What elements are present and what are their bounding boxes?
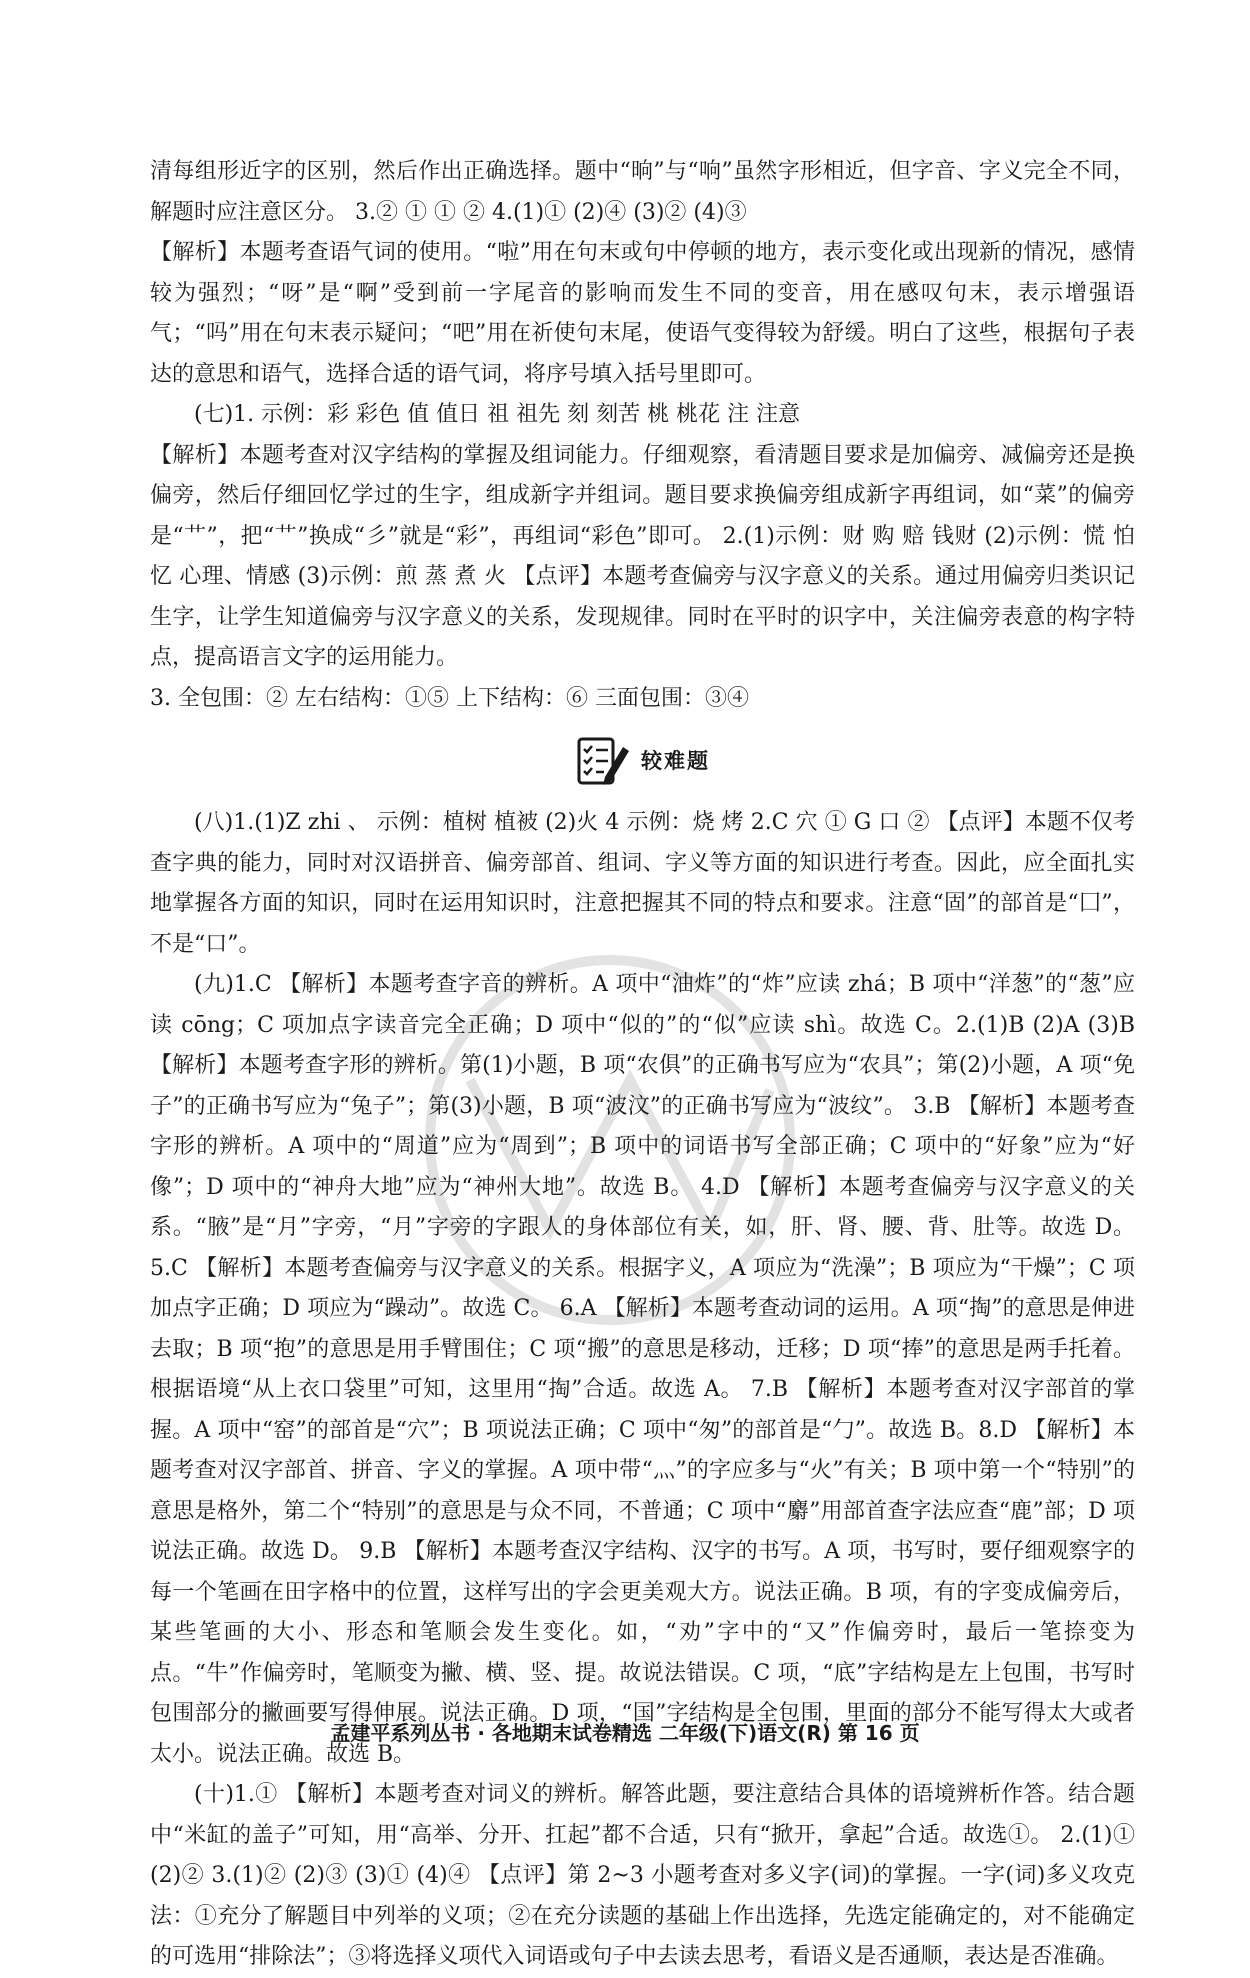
section-banner: [150, 723, 1135, 799]
answer-content: [150, 152, 1135, 1978]
paragraph: 3. 全包围：② 左右结构：①⑤ 上下结构：⑥ 三面包围：③④: [150, 685, 749, 711]
paragraph: (十)1.① 【解析】本题考查对词义的辨析。解答此题，要注意结合具体的语境辨析作答。结合题中“米缸的盖子”可知，用“高举、分开、扛起”都不合适，只有“掀开，拿起”合适。故选①。 2.(1)① (2)② 3.(1)② (2)③ (3)① (4)④ 【点评】第 2~3 小题考查对多义字(词)的掌握。一字(词)多义攻克法：①充分了解题目中列举的义项；②在充分读题的基础上作出选择，先选定能确定的，对不能确定的可选用“排除法”；③将选择义项代入词语或句子中去读去思考，看语义是否通顺，表达是否准确。: [150, 1782, 1135, 1969]
checklist-pencil-icon: [575, 733, 631, 789]
paragraph: 【解析】本题考查对汉字结构的掌握及组词能力。仔细观察，看清题目要求是加偏旁、减偏旁还是换偏旁，然后仔细回忆学过的生字，组成新字并组词。题目要求换偏旁组成新字再组词，如“菜”的偏旁是“艹”，把“艹”换成“彡”就是“彩”，再组词“彩色”即可。 2.(1)示例：财 购 赔 钱财 (2)示例：慌 怕 忆 心理、情感 (3)示例：煎 蒸 煮 火 【点评】本题考查偏旁与汉字意义的关系。通过用偏旁归类识记生字，让学生知道偏旁与汉字意义的关系，发现规律。同时在平时的识字中，关注偏旁表意的构字特点，提高语言文字的运用能力。: [150, 442, 1135, 670]
paragraph: (七)1. 示例：彩 彩色 值 值日 祖 祖先 刻 刻苦 桃 桃花 注 注意: [194, 402, 801, 427]
paragraph: (九)1.C 【解析】本题考查字音的辨析。A 项中“油炸”的“炸”应读 zhá；B 项中“洋葱”的“葱”应读 cōng；C 项加点字读音完全正确；D 项中“似的”的“似”应读 shì。故选 C。2.(1)B (2)A (3)B 【解析】本题考查字形的辨析。第(1)小题，B 项“农俱”的正确书写应为“农具”；第(2)小题，A 项“免子”的正确书写应为“兔子”；第(3)小题，B 项“波汶”的正确书写应为“波纹”。 3.B 【解析】本题考查字形的辨析。A 项中的“周道”应为“周到”；B 项中的词语书写全部正确；C 项中的“好象”应为“好像”；D 项中的“神舟大地”应为“神州大地”。故选 B。 4.D 【解析】本题考查偏旁与汉字意义的关系。“腋”是“月”字旁，“月”字旁的字跟人的身体部位有关，如，肝、肾、腰、背、肚等。故选 D。 5.C 【解析】本题考查偏旁与汉字意义的关系。根据字义，A 项应为“洗澡”；B 项应为“干燥”；C 项加点字正确；D 项应为“躁动”。故选 C。 6.A 【解析】本题考查动词的运用。A 项“掏”的意思是伸进去取；B 项“抱”的意思是用手臂围住；C 项“搬”的意思是移动，迁移；D 项“捧”的意思是两手托着。根据语境“从上衣口袋里”可知，这里用“掏”合适。故选 A。 7.B 【解析】本题考查对汉字部首的掌握。A 项中“窑”的部首是“穴”；B 项说法正确；C 项中“匆”的部首是“勹”。故选 B。8.D 【解析】本题考查对汉字部首、拼音、字义的掌握。A 项中带“灬”的字应多与“火”有关；B 项中第一个“特别”的意思是格外，第二个“特别”的意思是与众不同，不普通；C 项中“麝”用部首查字法应查“鹿”部；D 项说法正确。故选 D。 9.B 【解析】本题考查汉字结构、汉字的书写。A 项，书写时，要仔细观察字的每一个笔画在田字格中的位置，这样写出的字会更美观大方。说法正确。B 项，有的字变成偏旁后，某些笔画的大小、形态和笔顺会发生变化。如，“劝”字中的“又”作偏旁时，最后一笔捺变为点。“牛”作偏旁时，笔顺变为撇、横、竖、提。故说法错误。C 项，“底”字结构是左上包围，书写时包围部分的撇画要写得伸展。说法正确。D 项，“国”字结构是全包围，里面的部分不能写得太大或者太小。说法正确。故选 B。: [150, 972, 1135, 1767]
page-footer: 孟建平系列丛书 · 各地期末试卷精选 二年级(下)语文(R) 第 16 页: [330, 1721, 920, 1745]
paragraph: 【解析】本题考查语气词的使用。“啦”用在句末或句中停顿的地方，表示变化或出现新的情况，感情较为强烈；“呀”是“啊”受到前一字尾音的影响而发生不同的变音，用在感叹句末，表示增强语气；“吗”用在句末表示疑问；“吧”用在祈使句末尾，使语气变得较为舒缓。明白了这些，根据句子表达的意思和语气，选择合适的语气词，将序号填入括号里即可。: [150, 240, 1135, 387]
paragraph: 清每组形近字的区别，然后作出正确选择。题中“晌”与“响”虽然字形相近，但字音、字义完全不同，解题时应注意区分。 3.② ① ① ② 4.(1)① (2)④ (3)② (4)③: [150, 159, 1135, 225]
section-title: 较难题: [641, 748, 710, 773]
paragraph: (八)1.(1)Z zhi 、 示例：植树 植被 (2)火 4 示例：烧 烤 2.C 穴 ① G 口 ② 【点评】本题不仅考查字典的能力，同时对汉语拼音、偏旁部首、组词、字义等方面的知识进行考查。因此，应全面扎实地掌握各方面的知识，同时在运用知识时，注意把握其不同的特点和要求。注意“固”的部首是“囗”，不是“口”。: [150, 810, 1135, 957]
